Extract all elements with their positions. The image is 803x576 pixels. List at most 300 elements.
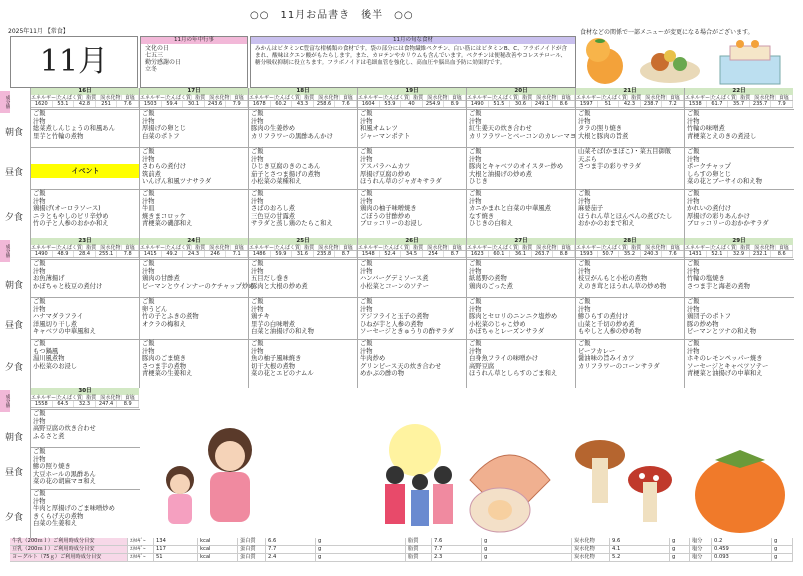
menu-item: さつま芋と海老の煮物: [687, 282, 750, 290]
breakfast-menu: [31, 259, 140, 297]
menu-item: ご飯: [33, 490, 46, 497]
nutrient-head-cell: 食塩: [449, 245, 466, 250]
menu-item: いんげん和風ツナサラダ: [142, 178, 212, 186]
nutrient-head-cell: 炭水化物: [100, 95, 121, 101]
nutrient-head-cell: たんぱく質: [602, 95, 628, 101]
menu-item: ピーマンとツナの和え物: [687, 328, 757, 336]
menu-item: キャベツの中華風和え: [33, 328, 96, 336]
dinner-menu: [358, 189, 467, 238]
dinner-menu: [685, 339, 794, 388]
totals-cell: 6.6: [266, 538, 316, 545]
menu-item: 醤油味の旨みイカツ: [578, 355, 635, 363]
nutrient-value-cell: 1490: [467, 101, 489, 107]
menu-item: 豚肉の生姜炒め: [251, 125, 296, 133]
seasonal-food-text: みかんはビタミンC豊富な柑橘類の食材です。袋の部分には食物繊維ペクチン、白い筋にはビタミンB、C、フラボノイドが含まれ、酸味はクエン酸がもたらします。また、カロテンやカリウムも含んでいます。ペクチンは便秘改善やコレステロール、糖分吸収抑制に役立ちます。フラボノイドは毛細血管を強化し、高血圧や脳出血予防に効果的です。: [255, 46, 568, 66]
seasonal-food-label: 11月の旬な食材: [251, 37, 575, 44]
menu-item: ご飯: [360, 298, 373, 305]
dinner-menu: [31, 489, 140, 538]
day-column: [30, 88, 139, 238]
menu-item: ご飯: [142, 190, 155, 197]
nutrient-head-cell: エネルギー: [576, 245, 602, 251]
nutrient-head-cell: エネルギー: [31, 395, 57, 401]
dinner-menu: [467, 189, 576, 238]
menu-item: ジャーマンポテト: [360, 132, 411, 140]
dinner-menu: [249, 339, 358, 388]
menu-item: 汁物: [33, 497, 46, 505]
totals-cell: 塩分: [690, 538, 712, 545]
totals-cell: 炭水化物: [572, 538, 610, 545]
menu-item: 汁物: [469, 117, 482, 125]
totals-cell: g: [482, 546, 572, 553]
menu-item: 厚揚げの彩りあんかけ: [687, 212, 750, 220]
row-label-breakfast: 朝食: [4, 281, 23, 291]
day-column: [466, 88, 575, 238]
lunch-menu: [685, 147, 794, 189]
nutrient-head-cell: 食塩: [776, 95, 793, 100]
totals-cell: g: [670, 554, 690, 561]
menu-item: ほうれん草のジャガキサラダ: [360, 178, 442, 186]
lunch-menu: [467, 297, 576, 339]
menu-item: ご飯: [360, 260, 373, 267]
event-cell: イベント: [31, 164, 140, 178]
menu-item: かぼちゃと枝豆の煮付け: [33, 282, 103, 290]
totals-cell: 5.2: [610, 554, 670, 561]
nutrient-value-cell: 52.1: [707, 251, 729, 257]
nutrient-value-row: [685, 251, 793, 258]
food-plate-illustration: [640, 50, 700, 83]
menu-item: ごぼうの甘酢炒め: [360, 212, 411, 220]
nutrient-head-cell: 脂質: [628, 95, 645, 100]
totals-cell: g: [670, 538, 690, 545]
row-label-lunch: 昼食: [4, 321, 23, 331]
nutrient-value-cell: 246: [205, 251, 227, 257]
day-column: [30, 388, 139, 538]
totals-cell: 51: [154, 554, 198, 561]
nutrient-value-cell: 40: [401, 101, 423, 107]
menu-item: 青梗菜の磯部和え: [142, 220, 193, 228]
nutrient-value-cell: 1597: [576, 101, 598, 107]
nutrient-head-cell: 脂質: [519, 95, 536, 100]
menu-item: しらすの卵とじ: [687, 170, 732, 178]
nutrient-value-cell: 1623: [467, 251, 489, 257]
menu-item: ご飯: [469, 190, 482, 197]
nutrient-value-cell: 1490: [31, 251, 53, 257]
menu-item: 汁物: [33, 455, 46, 463]
day-header: 25日: [249, 238, 357, 245]
dinner-menu: [31, 339, 140, 388]
nutrient-value-cell: 254.9: [423, 101, 445, 107]
menu-item: ご飯: [251, 340, 264, 347]
menu-item: 小松菜とコーンのソテー: [360, 282, 430, 290]
lunch-menu: [358, 297, 467, 339]
day-header: 20日: [467, 88, 575, 95]
totals-cell: ｴﾈﾙｷﾞｰ: [128, 546, 154, 553]
nutrient-value-row: [358, 251, 466, 258]
lunch-menu: [576, 147, 685, 189]
nutrient-value-cell: 43.3: [292, 101, 314, 107]
nutrient-value-cell: 7.2: [662, 101, 684, 107]
menu-item: ご飯: [578, 110, 591, 117]
menu-item: 汁物: [687, 117, 700, 125]
nutrient-value-cell: 8.7: [444, 251, 466, 257]
nutrient-head-cell: たんぱく質: [166, 245, 192, 251]
menu-item: オクラの梅和え: [142, 320, 186, 328]
menu-item: 里芋と竹輪の煮物: [33, 132, 84, 140]
menu-item: 竹の子とふきの煮物: [142, 313, 199, 321]
menu-item: 青梗菜とえのきの煮浸し: [687, 132, 757, 140]
menu-item: さつま芋の煮物: [142, 362, 187, 370]
dinner-menu: [576, 339, 685, 388]
menu-item: ご飯: [687, 340, 700, 347]
totals-cell: g: [772, 554, 793, 561]
nutrient-head-cell: 食塩: [667, 95, 684, 100]
totals-cell: ｴﾈﾙｷﾞｰ: [128, 554, 154, 561]
nutrient-head-cell: エネルギー: [31, 95, 57, 101]
menu-item: ご飯: [687, 148, 700, 155]
menu-item: 菜の花とエビのナムル: [251, 370, 314, 378]
milk-nutrition-table: [10, 538, 793, 568]
menu-item: 高野豆腐: [469, 362, 495, 370]
nutrient-value-cell: 28.4: [74, 251, 96, 257]
week-grid-1: [30, 88, 793, 238]
menu-item: ご飯: [33, 298, 46, 305]
nutrient-value-cell: 7.1: [226, 251, 248, 257]
nutrient-value-cell: 247.4: [96, 401, 118, 407]
dinner-menu: [140, 339, 249, 388]
menu-item: 汁物: [469, 305, 482, 313]
lunch-menu: [358, 147, 467, 189]
seasonal-food-box: [250, 36, 576, 88]
dinner-menu: [140, 189, 249, 238]
nutrient-value-cell: 235.7: [750, 101, 772, 107]
nutrient-head-cell: エネルギー: [685, 95, 711, 101]
day-column: [357, 238, 466, 388]
menu-item: 鶏肉の甘酢煮: [142, 275, 180, 283]
nutrient-head-cell: 脂質: [737, 245, 754, 250]
totals-cell: 脂質: [406, 554, 432, 561]
menu-item: 汁物: [469, 267, 482, 275]
nutrient-value-cell: 1503: [140, 101, 162, 107]
menu-item: 汁物: [687, 155, 700, 163]
menu-item: 汁物: [251, 267, 264, 275]
menu-item: カリフラワーの黒酢あんかけ: [251, 132, 333, 140]
menu-item: 総菜煮しんじょうの和風あん: [33, 125, 115, 133]
nutrient-value-cell: 35.2: [619, 251, 641, 257]
nutrient-value-cell: 32.9: [728, 251, 750, 257]
persimmon-illustration: [695, 450, 785, 533]
totals-row: [10, 554, 793, 562]
nutrient-head-cell: 炭水化物: [209, 245, 230, 251]
menu-item: ハンバーグデミソース煮: [360, 275, 429, 283]
day-column: [30, 238, 139, 388]
nutrient-value-cell: 8.9: [444, 101, 466, 107]
menu-item: 厚揚げの卵とじ: [142, 125, 187, 133]
totals-cell: 7.6: [432, 538, 482, 545]
menu-item: えのき茸とほうれん草の炒め物: [578, 282, 667, 290]
menu-item: ご飯: [469, 148, 482, 155]
menu-item: 青梗菜と油揚げの中華和え: [687, 370, 763, 378]
menu-item: 汁物: [142, 267, 155, 275]
menu-item: 汁物: [469, 197, 482, 205]
menu-item: 汁物: [578, 117, 591, 125]
menu-item: 焼きまコロッケ: [142, 212, 186, 220]
totals-cell: g: [482, 538, 572, 545]
menu-item: ご飯: [142, 340, 155, 347]
day-header: 22日: [685, 88, 793, 95]
menu-item: 里芋の白味噌煮: [251, 320, 296, 328]
totals-cell: 0.093: [712, 554, 772, 561]
totals-cell: g: [772, 546, 793, 553]
menu-item: 三色豆の甘露煮: [251, 212, 296, 220]
menu-item: 茄子とさつま揚げの煮物: [251, 170, 321, 178]
dinner-menu: [249, 189, 358, 238]
lunch-menu: [31, 297, 140, 339]
totals-cell: 蛋白質: [238, 546, 266, 553]
menu-item: 牛肉と厚揚げのごま味噌炒め: [33, 505, 115, 513]
menu-item: ご飯: [360, 110, 373, 117]
nutrient-head-cell: 脂質: [410, 245, 427, 250]
nutrient-value-cell: 42.8: [74, 101, 96, 107]
nutrient-value-cell: 8.9: [117, 401, 139, 407]
menu-item: ブロッコリーのおかかサラダ: [687, 220, 769, 228]
menu-item: ほうれん草とほんぺんの煮びたし: [578, 212, 673, 220]
nutrient-tag: 成分値: [0, 390, 10, 412]
breakfast-menu: [576, 259, 685, 297]
nutrient-head-cell: たんぱく質: [493, 245, 519, 251]
menu-item: ご飯: [251, 110, 264, 117]
menu-item: さつま芋の彩りサラダ: [578, 163, 641, 171]
nutrient-value-cell: 249.1: [532, 101, 554, 107]
menu-item: もやしと人参の炒め物: [578, 328, 641, 336]
menu-item: 鯵の照り焼き: [33, 463, 71, 471]
menu-item: お魚薄揚げ: [33, 275, 65, 283]
nutrient-value-cell: 60.1: [489, 251, 511, 257]
nutrient-value-cell: 32.3: [74, 401, 96, 407]
nutrient-tag: 成分値: [0, 240, 10, 262]
menu-item: 山菜と千切の炒め煮: [578, 320, 635, 328]
menu-item: ご飯: [142, 148, 155, 155]
menu-item: 汁物: [360, 117, 373, 125]
nutrient-value-cell: 243.6: [205, 101, 227, 107]
nutrient-value-cell: 48.9: [53, 251, 75, 257]
menu-item: 鶏団子のポトフ: [687, 313, 731, 321]
menu-item: 汁物: [469, 155, 482, 163]
nutrient-head-cell: たんぱく質: [384, 95, 410, 101]
nutrient-value-cell: 49.2: [162, 251, 184, 257]
nutrient-value-cell: 30.1: [183, 101, 205, 107]
menu-item: ご飯: [251, 298, 264, 305]
nutrient-value-cell: 7.6: [662, 251, 684, 257]
nutrient-value-cell: 1548: [358, 251, 380, 257]
nutrient-value-cell: 1558: [31, 401, 53, 407]
nutrient-value-cell: 51: [598, 101, 620, 107]
menu-item: 鶏チキ: [251, 313, 270, 321]
totals-cell: 117: [154, 546, 198, 553]
totals-cell: 脂質: [406, 546, 432, 553]
lunch-menu: [140, 147, 249, 189]
menu-item: ご飯: [33, 340, 46, 347]
totals-cell: 4.1: [610, 546, 670, 553]
menu-item: 汁物: [469, 347, 482, 355]
menu-item: さわらの煮付け: [142, 163, 187, 171]
nutrient-value-cell: 235.8: [314, 251, 336, 257]
event-item: 勤労感謝の日: [145, 59, 182, 66]
nutrient-head-cell: たんぱく質: [166, 95, 192, 101]
menu-item: 汁物: [687, 267, 700, 275]
menu-item: 大根と油揚げの炒め煮: [469, 170, 532, 178]
nutrient-value-cell: 36.1: [510, 251, 532, 257]
menu-item: ご飯: [578, 190, 591, 197]
nutrient-head-cell: エネルギー: [358, 95, 384, 101]
events-label: 11月の年中行事: [141, 37, 247, 44]
nutrient-head-cell: 炭水化物: [536, 95, 557, 101]
menu-item: ひねが芋と人参の煮物: [360, 320, 423, 328]
menu-item: 豚肉とセロリのニンニク塩炒め: [469, 313, 558, 321]
day-column: [466, 238, 575, 388]
menu-item: グリンピース天の炊き合わせ: [360, 362, 442, 370]
menu-item: 汁物: [687, 305, 700, 313]
nutrient-head-cell: 脂質: [83, 395, 100, 400]
nutrient-value-cell: 1538: [685, 101, 707, 107]
totals-cell: kcal: [198, 554, 238, 561]
menu-item: 卵うどん: [142, 305, 168, 313]
nutrient-head-cell: 炭水化物: [754, 245, 775, 251]
menu-item: ご飯: [578, 340, 591, 347]
menu-item: 汁物: [578, 197, 591, 205]
shichigosan-illustration: [385, 424, 453, 526]
menu-item: ソーセージときゅうりの酢サラダ: [360, 328, 454, 336]
menu-item: 湯川風煮物: [33, 355, 65, 363]
day-header: 29日: [685, 238, 793, 245]
totals-cell: kcal: [198, 546, 238, 553]
menu-item: アジフライと玉子の煮物: [360, 313, 429, 321]
menu-item: ほうれん草としらすのごま和え: [469, 370, 558, 378]
menu-item: 汁物: [33, 197, 46, 205]
menu-item: 竹の子と人参のおかか和え: [33, 220, 109, 228]
day-column: [575, 88, 684, 238]
menu-item: 白菜の生姜和え: [33, 520, 78, 528]
nutrient-value-cell: 255.1: [96, 251, 118, 257]
menu-item: ご飯: [33, 448, 46, 455]
menu-item: かれいの煮付け: [687, 205, 732, 213]
day-header: 30日: [31, 388, 139, 395]
event-item: 七五三: [145, 52, 164, 59]
nutrient-head-cell: 脂質: [192, 245, 209, 250]
menu-item: 汁物: [251, 197, 264, 205]
day-header: 18日: [249, 88, 357, 95]
menu-item: 竹輪の塩焼き: [687, 275, 725, 283]
menu-item: 鶏揚げ(オーロラソース): [33, 205, 101, 213]
menu-item: 青梗菜の生姜和え: [142, 370, 193, 378]
nutrient-value-cell: 64.5: [53, 401, 75, 407]
totals-cell: 0.2: [712, 538, 772, 545]
menu-item: 紅生姜天の炊き合わせ: [469, 125, 532, 133]
nutrient-head-cell: 脂質: [301, 95, 318, 100]
nutrient-head-cell: 炭水化物: [536, 245, 557, 251]
nutrient-value-cell: 51.5: [489, 101, 511, 107]
day-header: 26日: [358, 238, 466, 245]
menu-item: 豚肉と大根の炒め煮: [251, 282, 308, 290]
menu-item: 汁物: [251, 155, 264, 163]
nutrient-value-cell: 1415: [140, 251, 162, 257]
nutrient-head-cell: 炭水化物: [318, 245, 339, 251]
totals-cell: 塩分: [690, 554, 712, 561]
menu-item: 厚揚げ豆腐の炒め: [360, 170, 411, 178]
totals-cell: 7.7: [432, 546, 482, 553]
day-header: 24日: [140, 238, 248, 245]
nutrient-head-cell: 脂質: [628, 245, 645, 250]
totals-cell: 9.6: [610, 538, 670, 545]
menu-item: きくらげ天の煮物: [33, 512, 84, 520]
lunch-menu: [31, 447, 140, 489]
totals-cell: 牛乳（200ｍｌ）ご利用時成分目安: [10, 538, 128, 545]
dinner-menu: [358, 339, 467, 388]
menu-item: ハナマダラフライ: [33, 313, 84, 321]
menu-item: 汁物: [251, 117, 264, 125]
scallop-illustration: [470, 455, 550, 532]
menu-item: 汁物: [142, 197, 155, 205]
nutrient-value-row: [140, 101, 248, 108]
menu-item: カリフラワーのコーンサラダ: [578, 362, 660, 370]
menu-item: 汁物: [360, 197, 373, 205]
menu-item: 和風オムレツ: [360, 125, 398, 133]
nutrient-head-cell: たんぱく質: [602, 245, 628, 251]
nutrient-head-cell: 食塩: [558, 95, 575, 100]
nutrient-value-cell: 53.9: [380, 101, 402, 107]
row-label-dinner: 夕食: [4, 363, 23, 373]
menu-item: 鯵ひらすの煮付け: [578, 313, 629, 321]
menu-item: ご飯: [33, 260, 46, 267]
nutrient-head-cell: 食塩: [667, 245, 684, 250]
nutrient-head-cell: エネルギー: [31, 245, 57, 251]
breakfast-menu: [31, 409, 140, 447]
breakfast-menu: [467, 109, 576, 147]
nutrient-head-cell: 炭水化物: [100, 395, 121, 401]
menu-item: 白菜のポトフ: [142, 132, 180, 140]
row-label-breakfast: 朝食: [4, 128, 23, 138]
breakfast-menu: [358, 109, 467, 147]
mother-child-illustration: [166, 428, 252, 524]
nutrient-head-cell: 食塩: [340, 95, 357, 100]
day-header: 21日: [576, 88, 684, 95]
nutrient-value-cell: 1620: [31, 101, 53, 107]
dinner-menu: [31, 189, 140, 238]
nutrient-head-cell: 脂質: [519, 245, 536, 250]
totals-cell: g: [482, 554, 572, 561]
lunch-menu: [576, 297, 685, 339]
month-label: 11月: [10, 36, 138, 88]
nutrient-head-cell: 脂質: [192, 95, 209, 100]
row-label-lunch: 昼食: [4, 168, 23, 178]
nutrient-head-cell: たんぱく質: [384, 245, 410, 251]
event-item: 立冬: [145, 66, 158, 73]
menu-item: タラの照り焼き: [578, 125, 623, 133]
breakfast-menu: [576, 109, 685, 147]
menu-item: 汁物: [251, 347, 264, 355]
nutrient-value-row: [467, 251, 575, 258]
nutrient-head-cell: 炭水化物: [100, 245, 121, 251]
nutrient-value-cell: 7.9: [771, 101, 793, 107]
day-header: 19日: [358, 88, 466, 95]
totals-cell: kcal: [198, 538, 238, 545]
dinner-menu: [685, 189, 794, 238]
menu-item: 汁物: [687, 197, 700, 205]
nutrient-head-cell: 炭水化物: [645, 95, 666, 101]
notice: 食材などの関係で一部メニューが変更になる場合がございます。: [580, 29, 754, 36]
nutrient-value-row: [31, 101, 139, 108]
nutrient-head-cell: 脂質: [83, 95, 100, 100]
menu-item: 豚の炒め物: [687, 320, 719, 328]
